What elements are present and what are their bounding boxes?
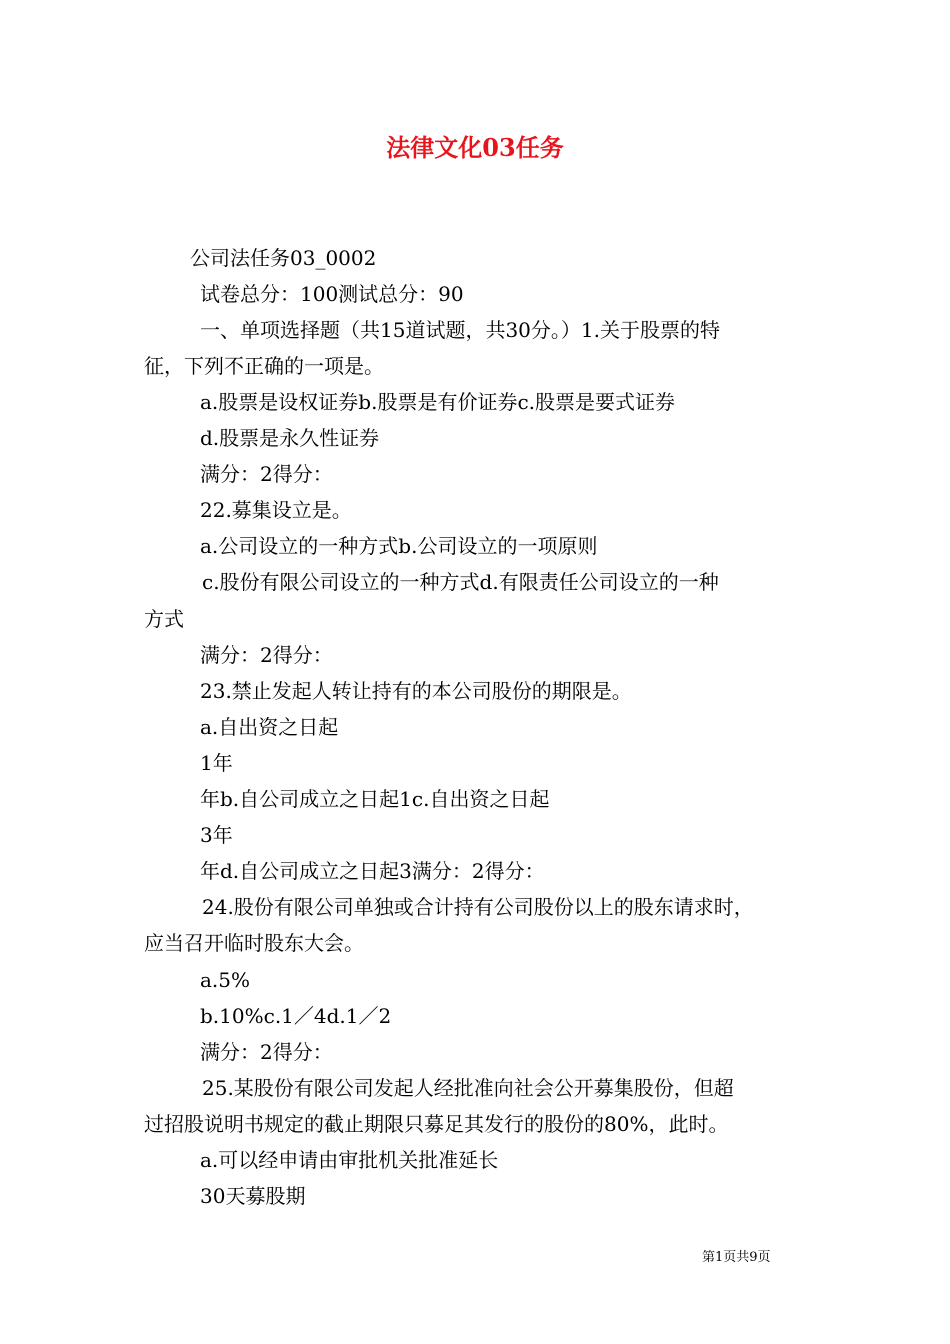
text-line: a.股票是设权证券b.股票是有价证券c.股票是要式证券 bbox=[200, 390, 675, 414]
text-line: 方式 bbox=[144, 607, 184, 631]
text-line: 年b.自公司成立之日起1c.自出资之日起 bbox=[200, 787, 550, 811]
text-line: 23.禁止发起人转让持有的本公司股份的期限是。 bbox=[200, 679, 632, 703]
text-line: a.自出资之日起 bbox=[200, 715, 339, 739]
text-line: 25.某股份有限公司发起人经批准向社会公开募集股份，但超 bbox=[202, 1076, 734, 1100]
text-line: 试卷总分：100测试总分：90 bbox=[200, 282, 464, 306]
text-line: 30天募股期 bbox=[200, 1184, 306, 1208]
text-line: 征，下列不正确的一项是。 bbox=[144, 354, 384, 378]
text-line: 1年 bbox=[200, 751, 233, 775]
text-line: 3年 bbox=[200, 823, 233, 847]
text-line: b.10%c.1／4d.1／2 bbox=[200, 1004, 392, 1028]
text-line: d.股票是永久性证券 bbox=[200, 426, 380, 450]
text-line: 一、单项选择题（共15道试题，共30分。）1.关于股票的特 bbox=[200, 318, 720, 342]
text-line: 24.股份有限公司单独或合计持有公司股份以上的股东请求时， bbox=[202, 895, 754, 919]
text-line: a.公司设立的一种方式b.公司设立的一项原则 bbox=[200, 534, 598, 558]
document-title: 法律文化03任务 bbox=[386, 133, 564, 162]
text-line: 满分：2得分： bbox=[200, 643, 333, 667]
text-line: 年d.自公司成立之日起3满分：2得分： bbox=[200, 859, 545, 883]
text-line: 22.募集设立是。 bbox=[200, 498, 352, 522]
text-line: 满分：2得分： bbox=[200, 1040, 333, 1064]
page-number-footer: 第1页共9页 bbox=[702, 1250, 771, 1265]
text-line: 公司法任务03_0002 bbox=[190, 246, 377, 270]
text-line: 过招股说明书规定的截止期限只募足其发行的股份的80%，此时。 bbox=[144, 1112, 729, 1136]
text-line: c.股份有限公司设立的一种方式d.有限责任公司设立的一种 bbox=[202, 570, 719, 594]
text-line: 应当召开临时股东大会。 bbox=[144, 931, 364, 955]
text-line: 满分：2得分： bbox=[200, 462, 333, 486]
text-line: a.5% bbox=[200, 968, 251, 992]
text-line: a.可以经申请由审批机关批准延长 bbox=[200, 1148, 499, 1172]
